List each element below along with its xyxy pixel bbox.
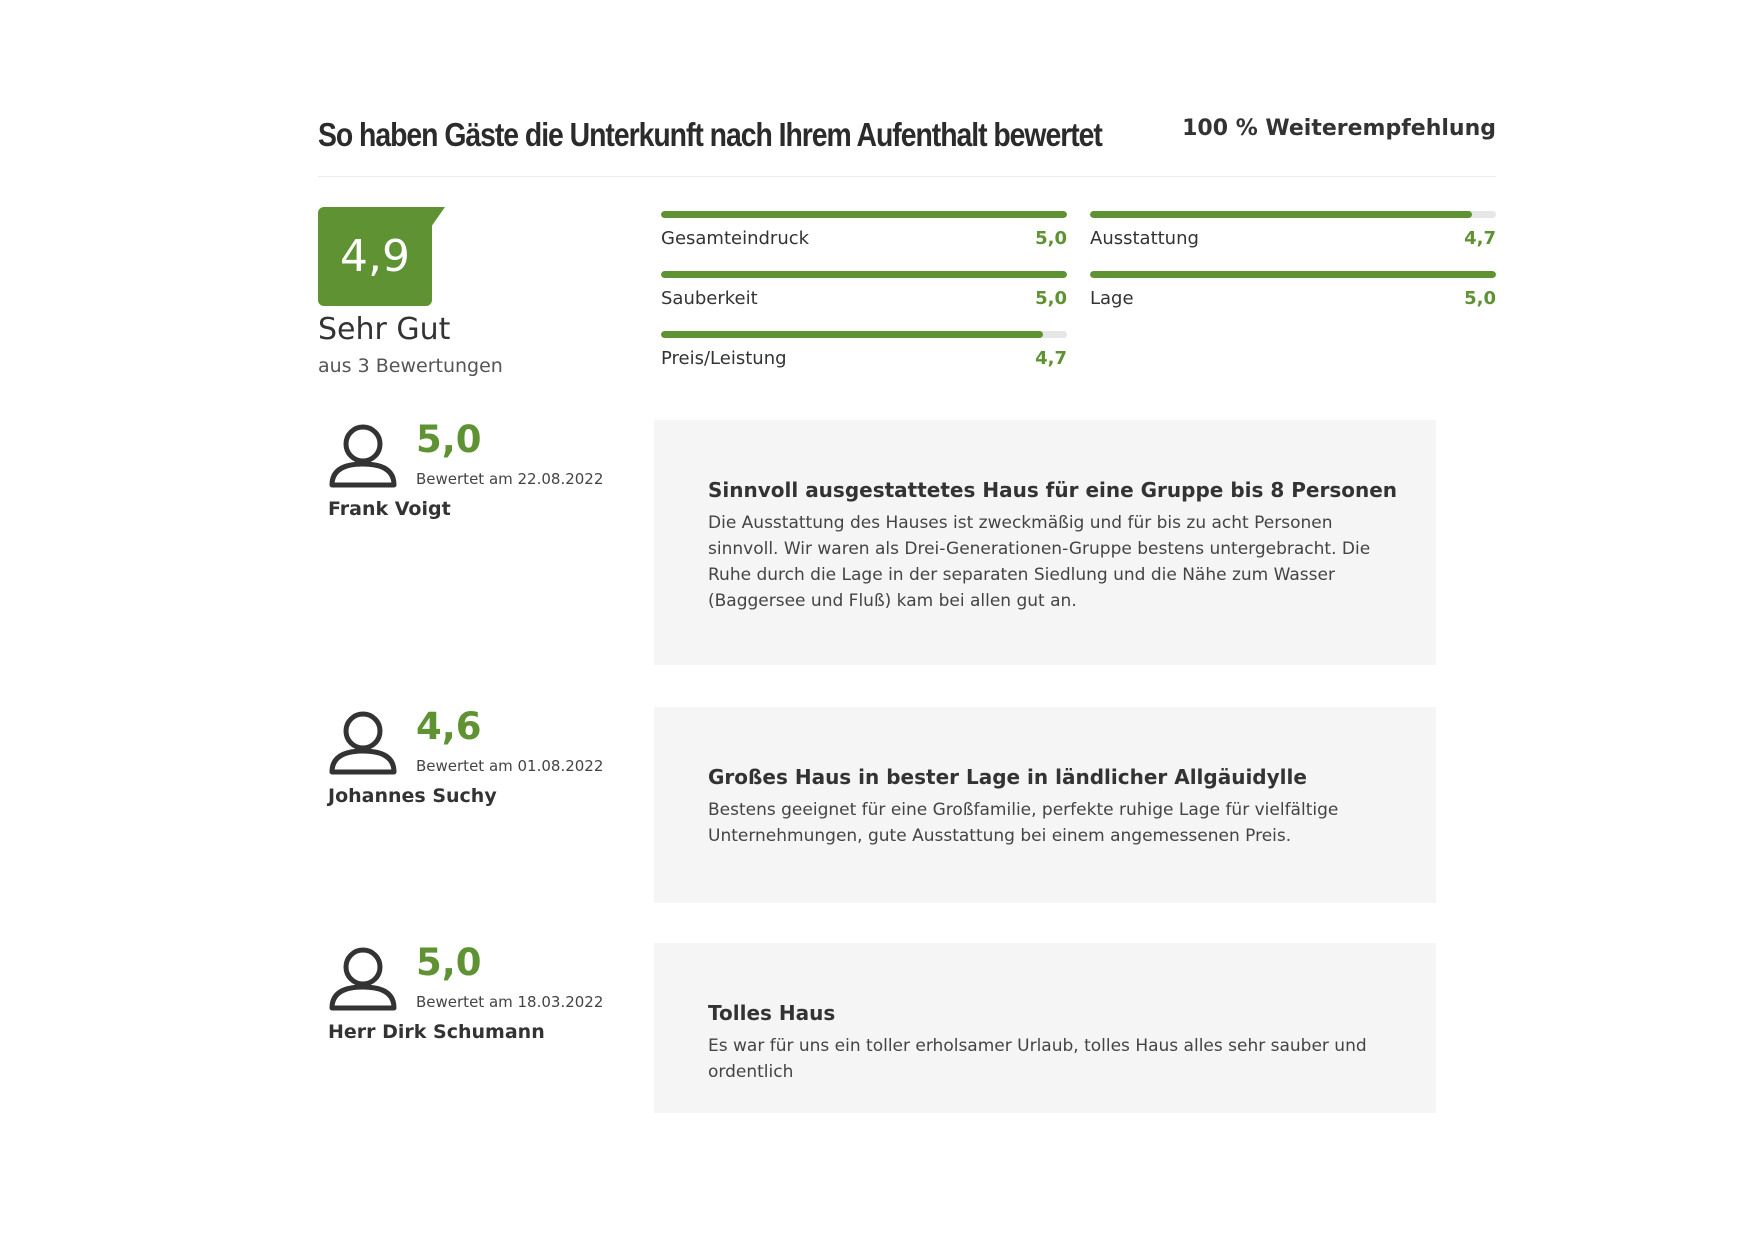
rating-bar-track bbox=[1090, 271, 1496, 278]
review-count: aus 3 Bewertungen bbox=[318, 355, 503, 377]
category-value: 5,0 bbox=[1464, 288, 1496, 309]
review-score: 5,0 bbox=[416, 418, 482, 461]
reviewer-name: Johannes Suchy bbox=[328, 785, 497, 807]
category-value: 4,7 bbox=[1035, 348, 1067, 369]
reviewer-name: Herr Dirk Schumann bbox=[328, 1021, 545, 1043]
user-icon bbox=[328, 943, 398, 1013]
category-label: Ausstattung bbox=[1090, 228, 1199, 249]
category-value: 4,7 bbox=[1464, 228, 1496, 249]
review-title: Tolles Haus bbox=[708, 1001, 836, 1025]
review-card bbox=[654, 420, 1436, 665]
rating-bar-track bbox=[661, 271, 1067, 278]
review-date: Bewertet am 22.08.2022 bbox=[416, 470, 604, 488]
rating-bar-fill bbox=[661, 271, 1067, 278]
category-value: 5,0 bbox=[1035, 288, 1067, 309]
review-score: 4,6 bbox=[416, 705, 482, 748]
review-title: Großes Haus in bester Lage in ländlicher Allgäuidylle bbox=[708, 765, 1307, 789]
user-icon bbox=[328, 707, 398, 777]
reviews-header bbox=[318, 112, 1496, 177]
rating-bar-track bbox=[1090, 211, 1496, 218]
category-rating bbox=[661, 271, 1067, 321]
rating-bar-track bbox=[661, 211, 1067, 218]
category-rating bbox=[1090, 211, 1496, 261]
category-rating bbox=[1090, 271, 1496, 321]
category-label: Gesamteindruck bbox=[661, 228, 810, 249]
category-rating bbox=[661, 331, 1067, 381]
reviewer-name: Frank Voigt bbox=[328, 498, 451, 520]
rating-bar-fill bbox=[661, 331, 1043, 338]
rating-bar-fill bbox=[1090, 271, 1496, 278]
user-icon bbox=[328, 420, 398, 490]
overall-score-badge bbox=[318, 207, 432, 306]
category-label: Sauberkeit bbox=[661, 288, 758, 309]
rating-bar-track bbox=[661, 331, 1067, 338]
review-score: 5,0 bbox=[416, 941, 482, 984]
review-date: Bewertet am 01.08.2022 bbox=[416, 757, 604, 775]
review-date: Bewertet am 18.03.2022 bbox=[416, 993, 604, 1011]
category-rating bbox=[661, 211, 1067, 261]
section-title: So haben Gäste die Unterkunft nach Ihrem Aufenthalt bewertet bbox=[318, 116, 1102, 153]
review-text: Bestens geeignet für eine Großfamilie, perfekte ruhige Lage für vielfältige Unternehmungen, gute Ausstattung bei einem angemessenen Preis. bbox=[708, 800, 1339, 846]
category-value: 5,0 bbox=[1035, 228, 1067, 249]
recommendation-rate: 100 % Weiterempfehlung bbox=[1182, 116, 1496, 141]
review-card bbox=[654, 707, 1436, 903]
review-title: Sinnvoll ausgestattetes Haus für eine Gruppe bis 8 Personen bbox=[708, 478, 1398, 502]
review-card bbox=[654, 943, 1436, 1113]
category-label: Lage bbox=[1090, 288, 1134, 309]
review-text: Es war für uns ein toller erholsamer Urlaub, tolles Haus alles sehr sauber und ordentlich bbox=[708, 1036, 1367, 1082]
overall-score-label: Sehr Gut bbox=[318, 312, 451, 347]
rating-bar-fill bbox=[661, 211, 1067, 218]
category-label: Preis/Leistung bbox=[661, 348, 787, 369]
review-text: Die Ausstattung des Hauses ist zweckmäßig und für bis zu acht Personen sinnvoll. Wir waren als Drei-Generationen-Gruppe bestens untergebracht. Die Ruhe durch die Lage in der separaten Siedlung und die Nähe zum Wasser (Baggersee und Fluß) kam bei allen gut an. bbox=[708, 513, 1371, 611]
rating-bar-fill bbox=[1090, 211, 1472, 218]
overall-score-value: 4,9 bbox=[340, 231, 410, 282]
